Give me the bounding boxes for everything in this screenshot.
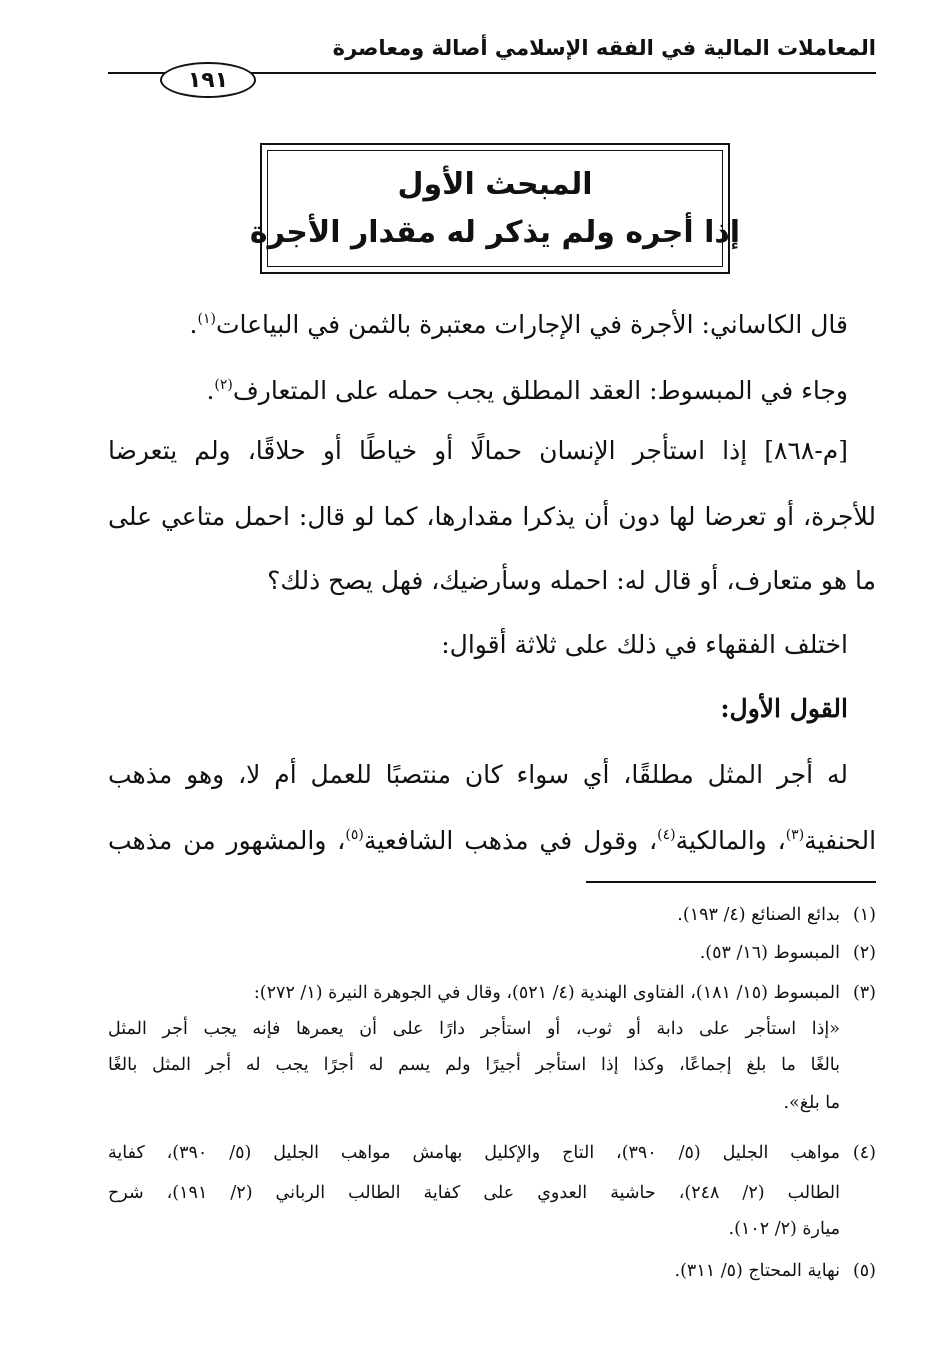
footnote-1-text: بدائع الصنائع (٤/ ١٩٣). bbox=[677, 905, 840, 925]
footnote-separator bbox=[586, 881, 876, 883]
footnote-ref-3: (٣) bbox=[785, 827, 805, 843]
footnote-3-line-2: «إذا استأجر على دابة أو ثوب، أو استأجر دارًا على أن يعمرها فإنه يجب أجر المثل bbox=[108, 1019, 840, 1039]
first-view-heading: القول الأول: bbox=[720, 694, 848, 723]
chapter-title: إذا أجره ولم يذكر له مقدار الأجرة bbox=[249, 214, 741, 250]
footnote-4-line-2: الطالب (٢/ ٢٤٨)، حاشية العدوي على كفاية الطالب الرباني (٢/ ١٩١)، شرح bbox=[108, 1183, 840, 1203]
page-number: ١٩١ bbox=[160, 62, 256, 98]
first-view-hanafi: الحنفية bbox=[804, 826, 877, 855]
footnote-4-line-3: ميارة (٢/ ١٠٢). bbox=[728, 1219, 840, 1239]
paragraph-kasani-end: . bbox=[189, 310, 198, 339]
footnote-3-text-1: المبسوط (١٥/ ١٨١)، الفتاوى الهندية (٤/ ٥٢١)، وقال في الجوهرة النيرة (١/ ٢٧٢): bbox=[253, 983, 840, 1003]
chapter-heading-box bbox=[249, 143, 741, 274]
footnote-1-number: (١) bbox=[852, 905, 876, 925]
footnote-5 bbox=[675, 1258, 876, 1284]
footnote-2-text: المبسوط (١٦/ ٥٣). bbox=[699, 943, 840, 963]
footnote-3-line-3: بالغًا ما بلغ إجماعًا، وكذا إذا استأجر أجيرًا ولم يسم له أجرًا يجب له أجر المثل بالغًا bbox=[108, 1055, 840, 1075]
footnote-3-line-1 bbox=[254, 980, 876, 1006]
footnote-ref-4: (٤) bbox=[657, 827, 676, 843]
footnote-4-number: (٤) bbox=[852, 1143, 876, 1163]
paragraph-mabsut-end: . bbox=[206, 376, 215, 405]
footnote-5-text: نهاية المحتاج (٥/ ٣١١). bbox=[674, 1261, 840, 1281]
paragraph-kasani bbox=[190, 302, 848, 342]
footnote-2-number: (٢) bbox=[852, 943, 876, 963]
footnote-ref-1: (١) bbox=[197, 311, 216, 327]
running-title: المعاملات المالية في الفقه الإسلامي أصالة ومعاصرة bbox=[332, 36, 876, 60]
first-view-shafii: ، وقول في مذهب الشافعية bbox=[363, 826, 658, 855]
footnote-3-line-4: ما بلغ». bbox=[783, 1093, 840, 1113]
first-view-line-1: له أجر المثل مطلقًا، أي سواء كان منتصبًا للعمل أم لا، وهو مذهب bbox=[108, 760, 848, 789]
chapter-heading-inner-frame bbox=[249, 150, 741, 267]
footnote-4-line-1 bbox=[108, 1140, 876, 1166]
paragraph-mabsut bbox=[206, 368, 848, 408]
chapter-label: المبحث الأول bbox=[397, 166, 593, 202]
ikhtilaf-statement: اختلف الفقهاء في ذلك على ثلاثة أقوال: bbox=[441, 630, 848, 659]
footnote-ref-2: (٢) bbox=[214, 377, 233, 393]
issue-line-2: للأجرة، أو تعرضا لها دون أن يذكرا مقدارها، كما لو قال: احمل متاعي على bbox=[108, 502, 876, 531]
first-view-line-2 bbox=[108, 818, 876, 858]
paragraph-kasani-text: قال الكاساني: الأجرة في الإجارات معتبرة بالثمن في البياعات bbox=[215, 310, 848, 339]
footnote-4-text-1: مواهب الجليل (٥/ ٣٩٠)، التاج والإكليل بهامش مواهب الجليل (٥/ ٣٩٠)، كفاية bbox=[108, 1143, 840, 1163]
footnote-1 bbox=[677, 902, 876, 928]
footnote-5-number: (٥) bbox=[852, 1261, 876, 1281]
first-view-mashhur: ، والمشهور من مذهب bbox=[108, 826, 346, 855]
issue-line-3: ما هو متعارف، أو قال له: احمله وسأرضيك، فهل يصح ذلك؟ bbox=[267, 566, 876, 595]
paragraph-mabsut-text: وجاء في المبسوط: العقد المطلق يجب حمله على المتعارف bbox=[232, 376, 848, 405]
footnote-2 bbox=[700, 940, 876, 966]
issue-line-1: [م-٨٦٨] إذا استأجر الإنسان حمالًا أو خياطًا أو حلاقًا، ولم يتعرضا bbox=[108, 436, 848, 465]
footnote-ref-5: (٥) bbox=[345, 827, 364, 843]
first-view-maliki: ، والمالكية bbox=[675, 826, 786, 855]
footnote-3-number: (٣) bbox=[852, 983, 876, 1003]
